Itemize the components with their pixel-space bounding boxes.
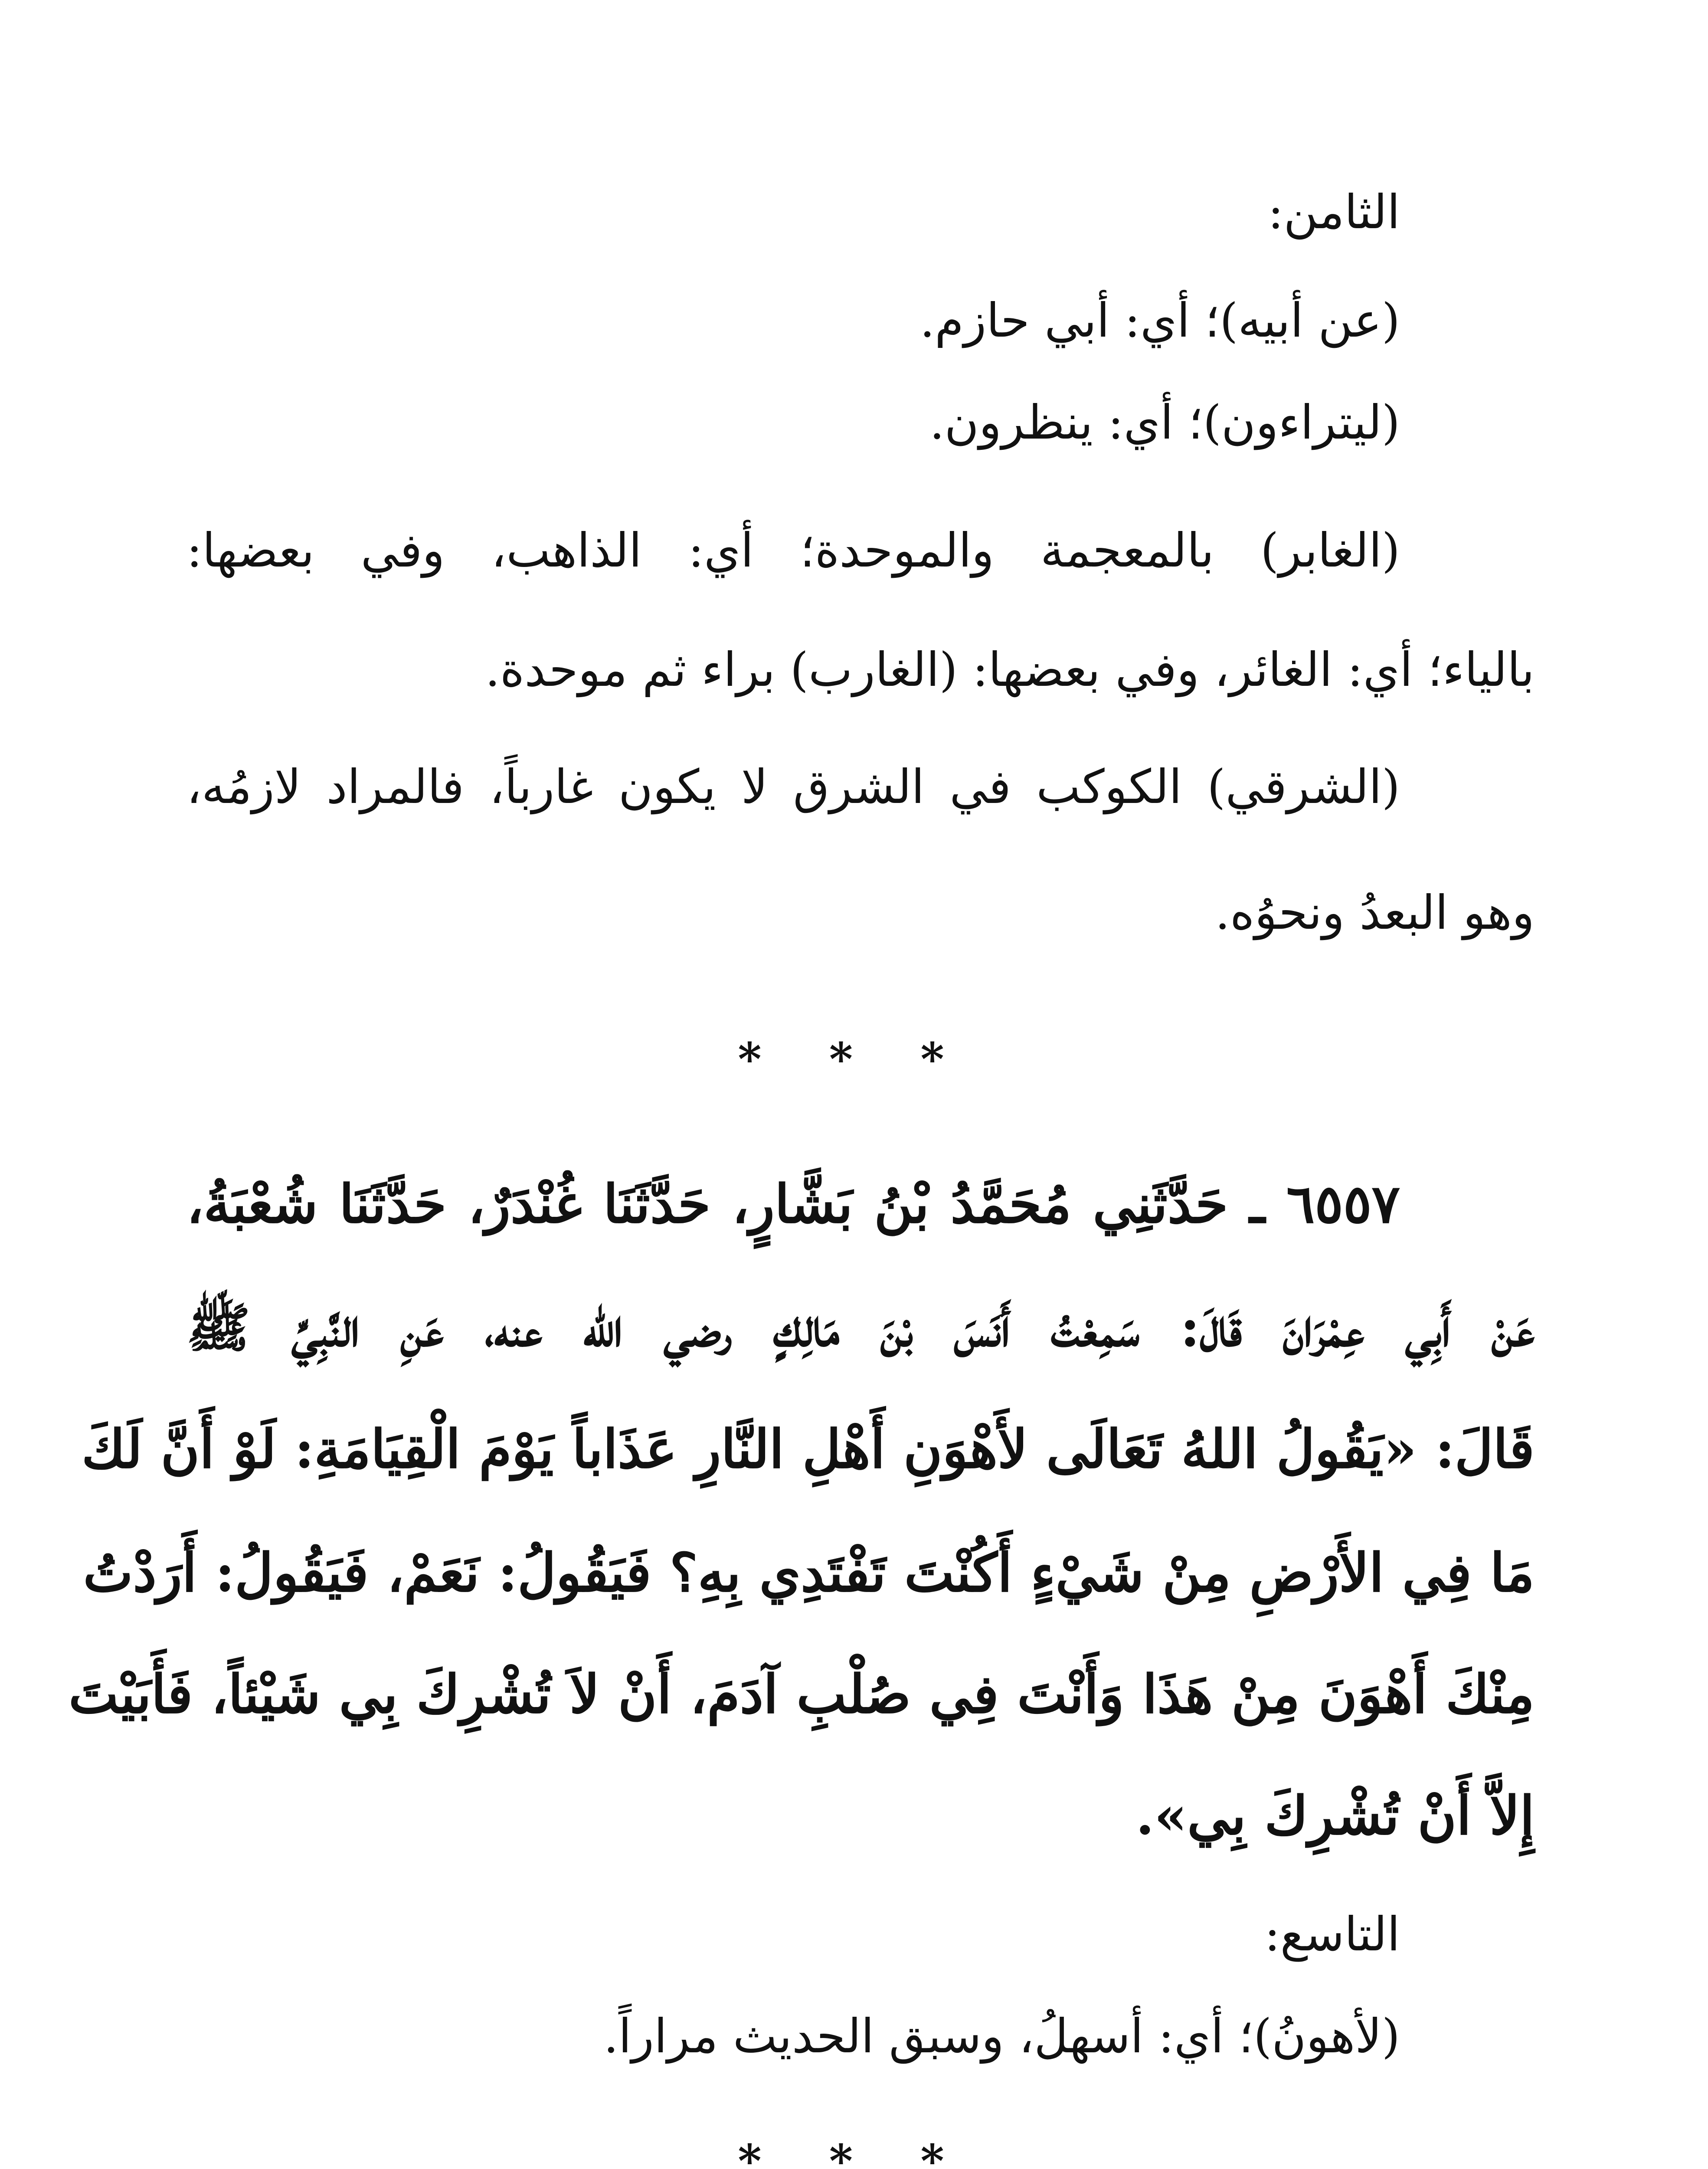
hadith-line: مِنْكَ أَهْوَنَ مِنْ هَذَا وَأَنْتَ فِي صُلْبِ آدَمَ، أَنْ لاَ تُشْرِكَ بِي شَيْئاً، فَأَبَيْتَ [69,1663,1535,1725]
section-ninth-heading: التاسع: [1264,1907,1400,1962]
section-separator: * * * [738,1032,970,1086]
section-separator: * * * [738,2134,970,2169]
section-eighth-heading: الثامن: [1268,185,1400,239]
gloss-line: بالياء؛ أي: الغائر، وفي بعضها: (الغارب) براء ثم موحدة. [485,643,1535,697]
gloss-line: (الغابر) بالمعجمة والموحدة؛ أي: الذاهب، وفي بعضها: [187,524,1400,578]
gloss-line: (عن أبيه)؛ أي: أبي حازم. [919,294,1400,348]
gloss-line: (الشرقي) الكوكب في الشرق لا يكون غارباً، فالمراد لازمُه، [187,760,1400,814]
gloss-line: (لأهونُ)؛ أي: أسهلُ، وسبق الحديث مراراً. [603,2009,1400,2064]
gloss-line: (ليتراءون)؛ أي: ينظرون. [929,396,1400,450]
hadith-line: قَالَ: «يَقُولُ اللهُ تَعَالَى لأَهْوَنِ أَهْلِ النَّارِ عَذَاباً يَوْمَ الْقِيَامَةِ: لَوْ أَنَّ لَكَ [82,1418,1535,1480]
hadith-line: ٦٥٥٧ ـ حَدَّثَنِي مُحَمَّدُ بْنُ بَشَّارٍ، حَدَّثَنَا غُنْدَرٌ، حَدَّثَنَا شُعْبَةُ، [187,1173,1400,1235]
hadith-line: مَا فِي الأَرْضِ مِنْ شَيْءٍ أَكُنْتَ تَفْتَدِي بِهِ؟ فَيَقُولُ: نَعَمْ، فَيَقُولُ: أَرَدْتُ [83,1541,1535,1604]
hadith-line: إِلاَّ أَنْ تُشْرِكَ بِي». [1135,1784,1535,1847]
hadith-line: عَنْ أَبِي عِمْرَانَ قَالَ: سَمِعْتُ أَنَسَ بْنَ مَالِكٍ رضي الله عنه، عَنِ النَّبِيِّ ﷺ [187,1296,1535,1359]
gloss-line: وهو البعدُ ونحوُه. [1215,886,1535,940]
